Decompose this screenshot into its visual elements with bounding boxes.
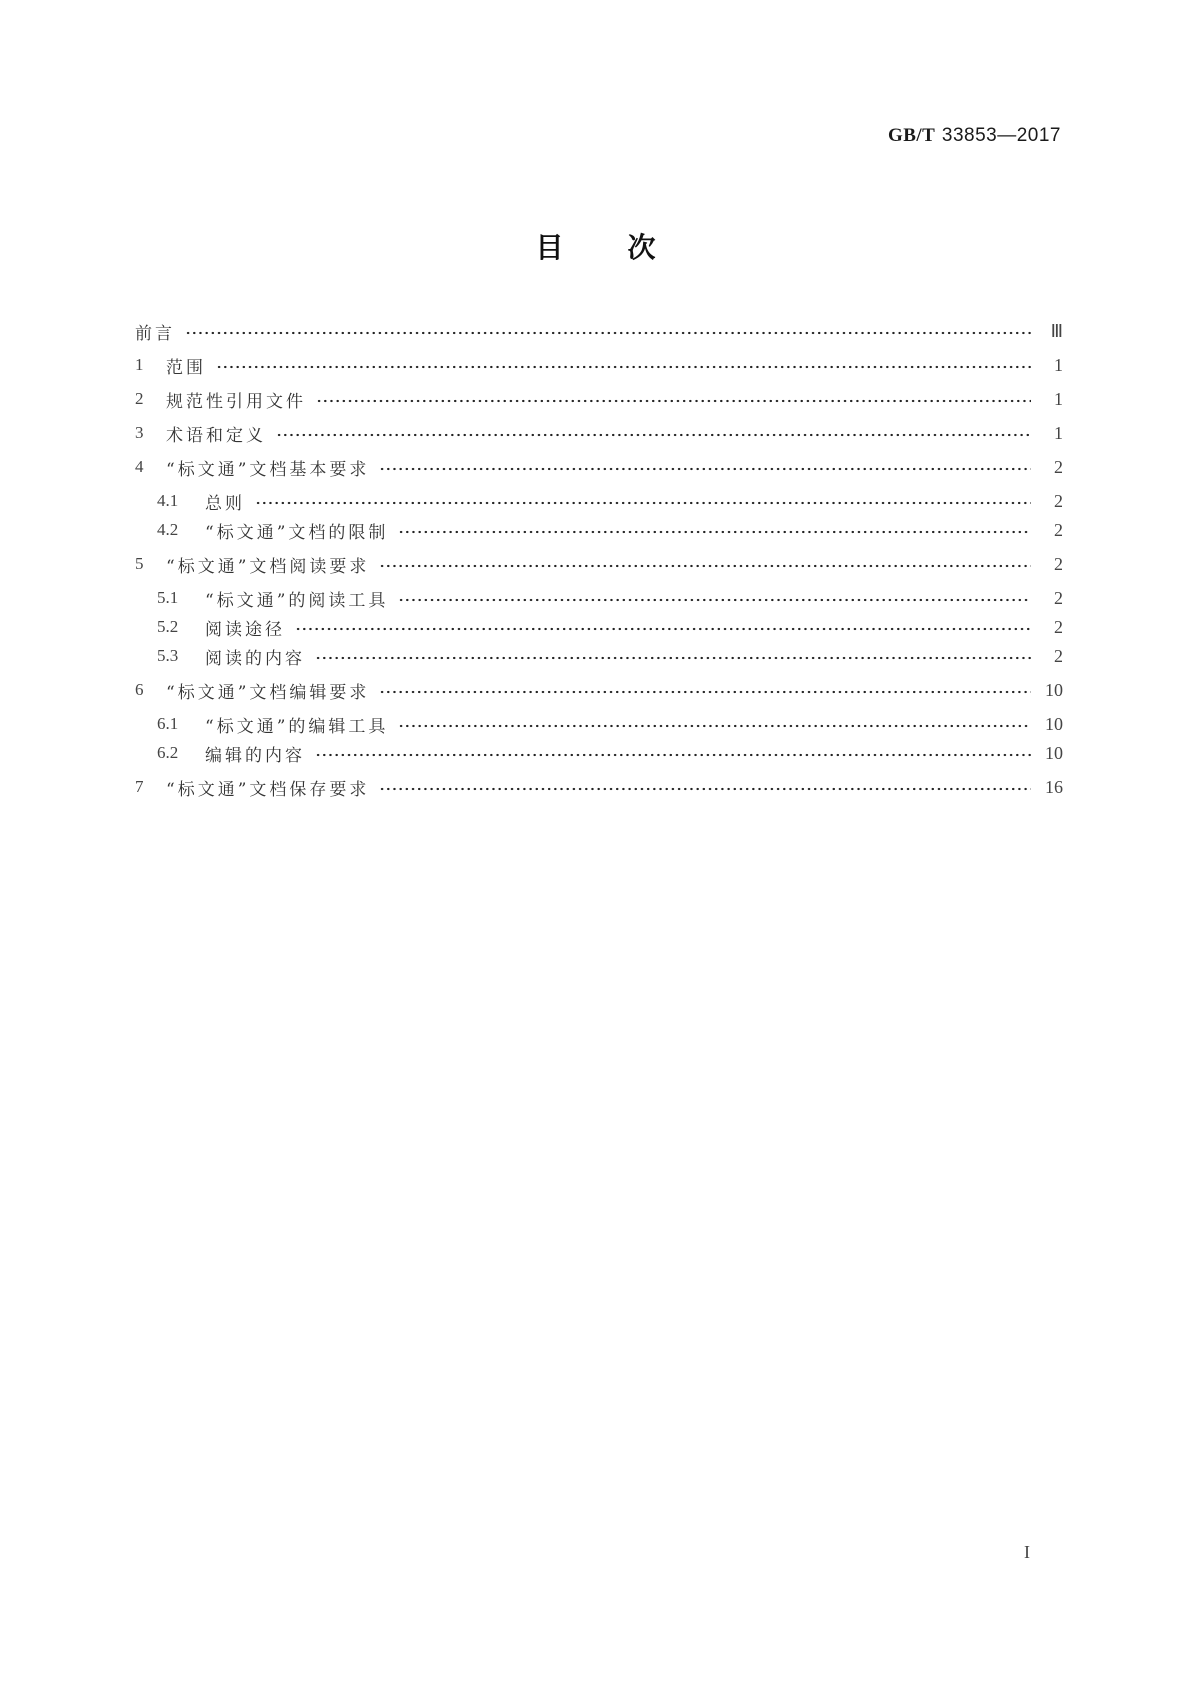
dot-leader [185,318,1031,344]
toc-label: 总则 [205,493,245,514]
toc-page: 2 [1054,587,1063,608]
toc-entry-4-2[interactable] [157,517,1063,543]
toc-entry-5-3[interactable] [157,643,1063,669]
standard-number: 33853—2017 [941,125,1061,146]
toc-page: 1 [1054,388,1063,409]
toc-page: 2 [1054,519,1063,540]
dot-leader [398,711,1031,737]
dot-leader [379,454,1031,480]
standard-code [888,124,1061,147]
toc-entry-1[interactable] [135,352,1063,378]
toc-label: 阅读途径 [205,619,285,640]
toc-label: “标文通”文档阅读要求 [166,556,370,577]
toc-number: 4.1 [157,491,179,510]
toc-entry-5-1[interactable] [157,585,1063,611]
toc-number: 3 [135,423,144,442]
toc-page: Ⅲ [1050,320,1063,341]
dot-leader [398,517,1031,543]
toc-label: “标文通”的编辑工具 [205,716,389,737]
toc-page: 2 [1054,645,1063,666]
title-char-2: 次 [627,231,656,264]
toc-page: 2 [1054,616,1063,637]
toc-number: 6.2 [157,743,179,762]
toc-page: 16 [1045,776,1063,797]
dot-leader [315,643,1031,669]
dot-leader [379,774,1031,800]
toc-entry-foreword[interactable] [135,318,1063,344]
toc-number: 5.1 [157,588,179,607]
toc-number: 5.2 [157,617,179,636]
page-title [0,226,1191,266]
toc-page: 2 [1054,456,1063,477]
toc-label: 规范性引用文件 [166,391,306,412]
dot-leader [379,551,1031,577]
toc-label: “标文通”文档的限制 [205,522,389,543]
dot-leader [216,352,1031,378]
page-number: I [1024,1542,1030,1562]
toc-entry-4-1[interactable] [157,488,1063,514]
dot-leader [379,677,1031,703]
title-char-1: 目 [535,231,564,264]
toc-number: 4.2 [157,520,179,539]
dot-leader [316,386,1031,412]
standard-prefix: GB/T [887,125,936,146]
toc-number: 5.3 [157,646,179,665]
toc-page: 2 [1054,553,1063,574]
toc-entry-2[interactable] [135,386,1063,412]
toc-entry-3[interactable] [135,420,1063,446]
toc-label: 前言 [135,323,175,344]
toc-entry-4[interactable] [135,454,1063,480]
toc-number: 7 [135,777,144,796]
dot-leader [255,488,1031,514]
toc-number: 1 [135,355,144,374]
toc-number: 2 [135,389,144,408]
dot-leader [398,585,1031,611]
toc-page: 10 [1045,742,1063,763]
toc-number: 6 [135,680,144,699]
toc-number: 4 [135,457,144,476]
toc-label: 术语和定义 [166,425,266,446]
toc-label: “标文通”文档基本要求 [166,459,370,480]
toc-number: 5 [135,554,144,573]
toc-page: 1 [1054,422,1063,443]
toc-entry-7[interactable] [135,774,1063,800]
dot-leader [276,420,1031,446]
toc-entry-6[interactable] [135,677,1063,703]
toc-page: 2 [1054,490,1063,511]
toc-label: “标文通”的阅读工具 [205,590,389,611]
toc-entry-6-2[interactable] [157,740,1063,766]
toc-number: 6.1 [157,714,179,733]
toc-label: “标文通”文档保存要求 [166,779,370,800]
toc-entry-6-1[interactable] [157,711,1063,737]
toc-label: 范围 [166,357,206,378]
toc-label: 阅读的内容 [205,648,305,669]
toc-label: 编辑的内容 [205,745,305,766]
toc-page: 1 [1054,354,1063,375]
toc-entry-5-2[interactable] [157,614,1063,640]
toc-entry-5[interactable] [135,551,1063,577]
toc-page: 10 [1045,679,1063,700]
toc-page: 10 [1045,713,1063,734]
dot-leader [315,740,1031,766]
toc-label: “标文通”文档编辑要求 [166,682,370,703]
dot-leader [295,614,1031,640]
